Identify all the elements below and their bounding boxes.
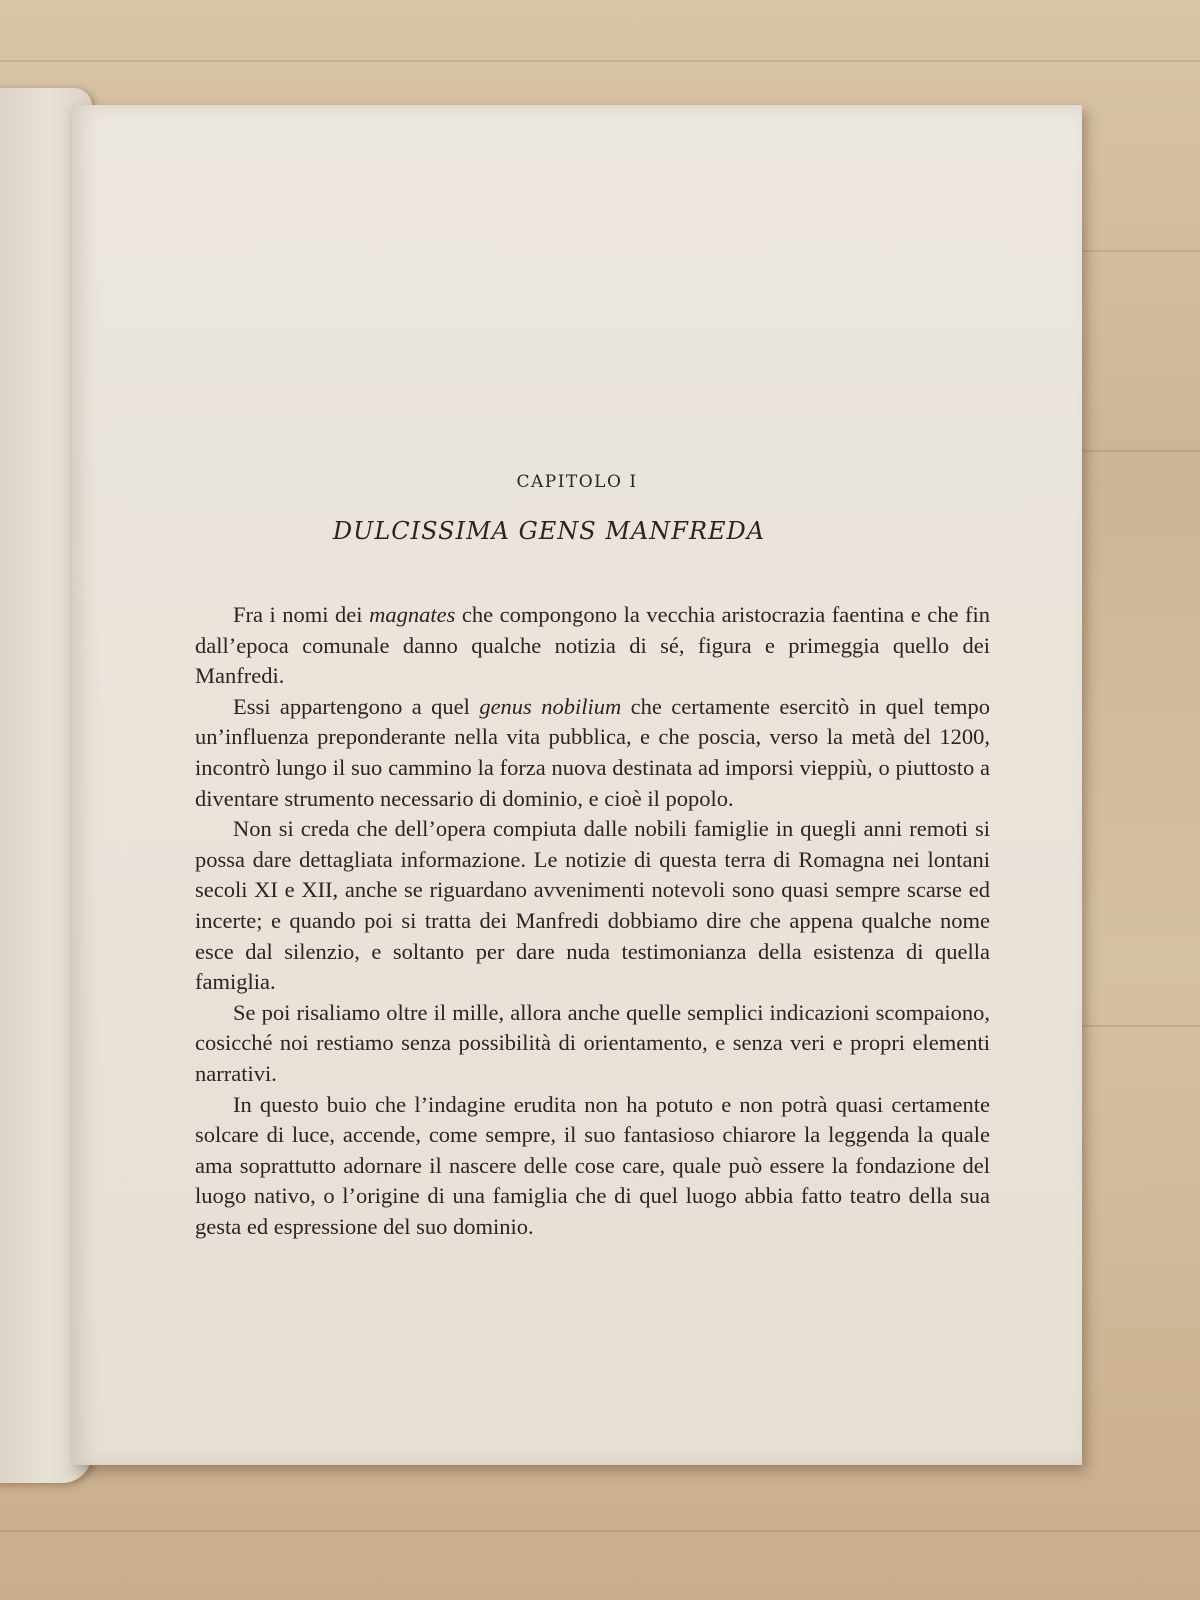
paragraph-1-italic: magnates [369, 602, 456, 627]
paragraph-2-text-a: Essi appartengono a quel [233, 693, 480, 719]
paragraph-1-text-a: Fra i nomi dei [233, 602, 370, 627]
paragraph-2-italic: genus nobilium [479, 693, 622, 719]
paragraph-1-text-b: che compongono la vecchia aristocrazia faentina e che fin dall’epoca comunale danno qualche notizia di sé, figura e primeggia quello dei Manfredi. [195, 602, 991, 689]
chapter-label: CAPITOLO I [516, 472, 638, 492]
paragraph-5: In questo buio che l’indagine erudita non ha potuto e non potrà quasi certamente solcare di luce, accende, come sempre, il suo fantasioso chiarore la leggenda la quale ama soprattutto adornare il nascere delle cose care, quale può essere la fondazione del luogo nativo, o l’origine di una famiglia che di quel luogo abbia fatto teatro della sua gesta ed espressione del suo dominio. [195, 1091, 990, 1239]
paragraph-3: Non si creda che dell’opera compiuta dalle nobili famiglie in quegli anni remoti si possa dare dettagliata informazione. Le notizie di questa terra di Romagna nei lontani secoli XI e XII, anche se riguardano avvenimenti notevoli sono quasi sempre scarse ed incerte; e quando poi si tratta dei Manfredi dobbiamo dire che appena qualche nome esce dal silenzio, e soltanto per dare nuda testimonianza della esistenza di quella famiglia. [195, 816, 990, 995]
paragraph-2-text-b: che certamente esercitò in quel tempo un’influenza preponderante nella vita pubblica, e che poscia, verso la metà del 1200, incontrò lungo il suo cammino la forza nuova destinata ad imporsi vieppiù, o piuttosto a diventare strumento necessario di dominio, e cioè il popolo. [195, 693, 990, 811]
body-text [195, 600, 990, 1242]
paragraph-2 [195, 692, 990, 814]
wood-grain [0, 60, 1200, 62]
paragraph-4: Se poi risaliamo oltre il mille, allora anche quelle semplici indicazioni scompaiono, cosicché noi restiamo senza possibilità di orientamento, e senza veri e propri elementi narrativi. [195, 999, 990, 1086]
chapter-title: DULCISSIMA GENS MANFREDA [332, 517, 766, 545]
wood-grain [0, 1530, 1200, 1532]
book-page [72, 105, 1082, 1465]
paragraph-1 [195, 600, 990, 692]
